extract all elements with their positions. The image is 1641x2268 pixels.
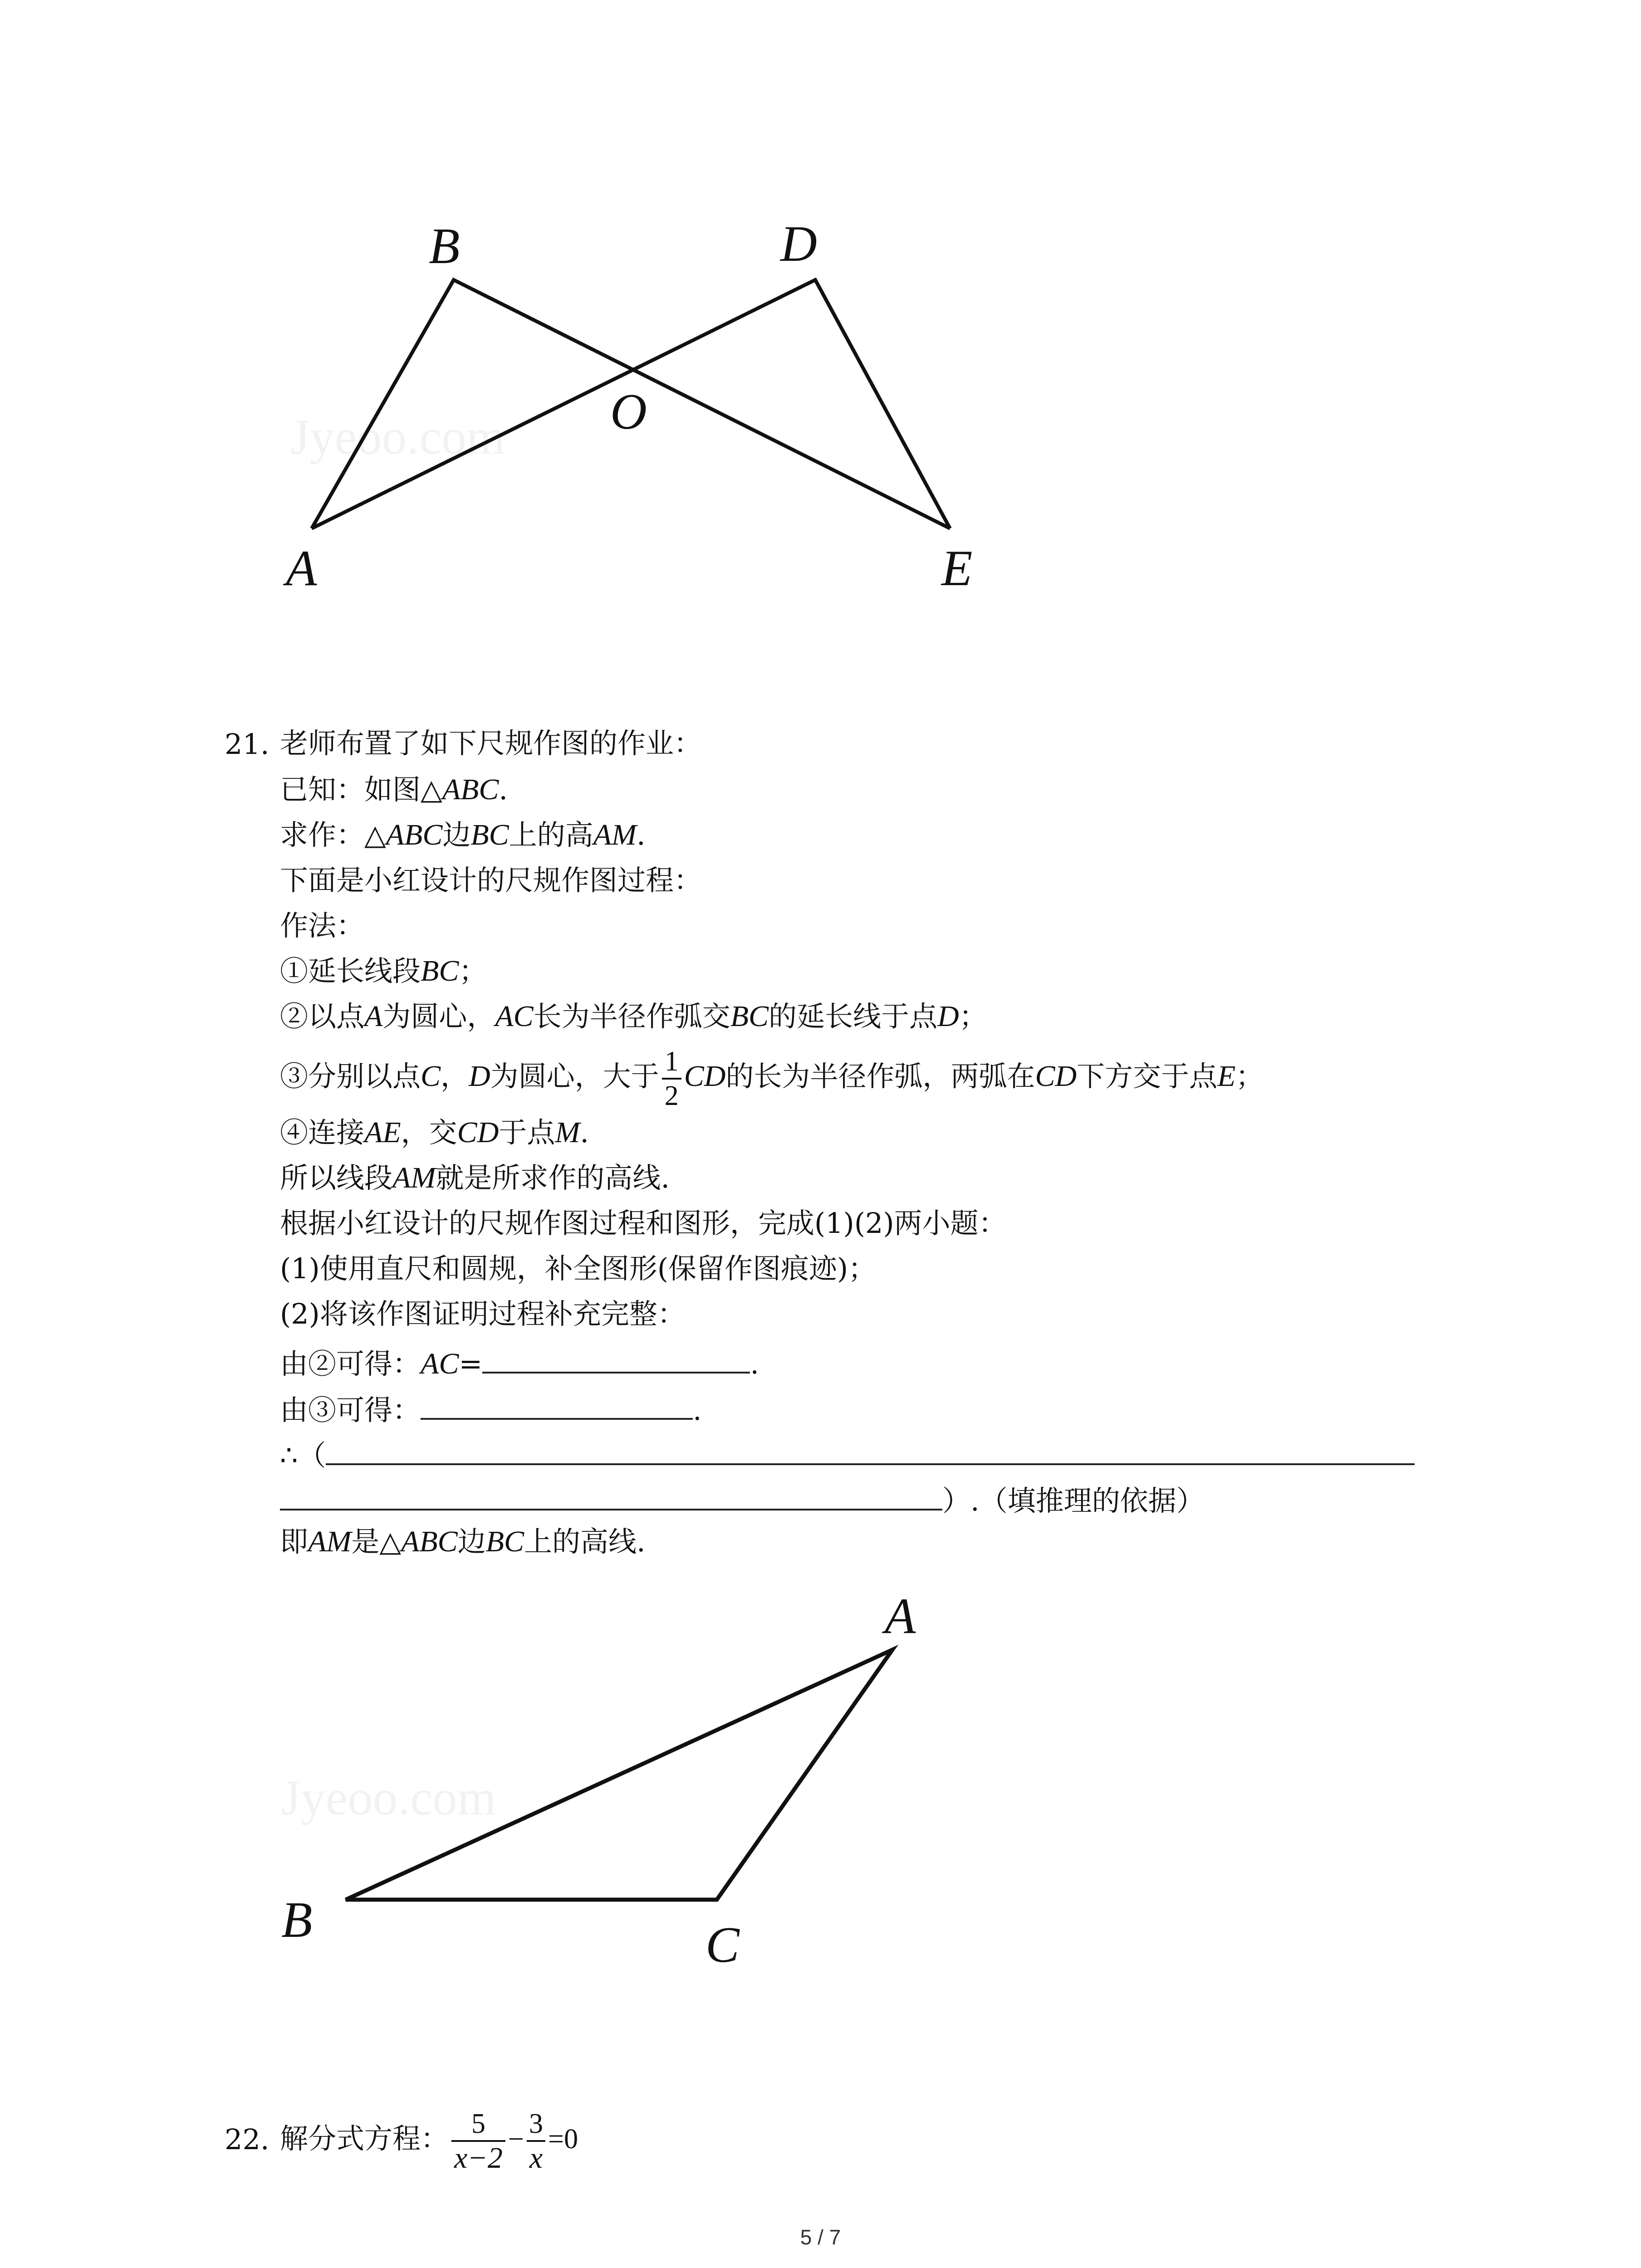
q21-body bbox=[280, 0, 1550, 1633]
label-A: A bbox=[286, 540, 317, 596]
label-B: B bbox=[429, 218, 460, 274]
q21-fill-from-2: 由②可得：AC= . bbox=[280, 1344, 759, 1380]
label-E: E bbox=[941, 540, 973, 596]
q21-design: 下面是小红设计的尺规作图过程： bbox=[280, 864, 702, 897]
figure-triangle-abc bbox=[0, 1565, 1043, 1996]
q21-reason-line: ）.（填推理的依据） bbox=[280, 1481, 1205, 1517]
label-O: O bbox=[610, 384, 647, 440]
q21-step-1: ①延长线段BC； bbox=[280, 954, 487, 987]
q21-step-4: ④连接AE，交CD于点M. bbox=[280, 1116, 589, 1149]
question-number: 21. bbox=[225, 728, 269, 761]
q21-therefore: ∴（ bbox=[280, 1435, 1415, 1471]
q21-method: 作法： bbox=[280, 909, 365, 942]
q21-part-2: (2)将该作图证明过程补充完整： bbox=[280, 1297, 686, 1330]
label-D: D bbox=[780, 216, 817, 272]
q21-part-1: (1)使用直尺和圆规，补全图形(保留作图痕迹)； bbox=[280, 1252, 877, 1285]
label-C: C bbox=[705, 1917, 740, 1973]
fraction-half: $\frac{1}{2}$ bbox=[662, 1045, 681, 1112]
answer-blank-1[interactable] bbox=[482, 1344, 750, 1374]
q21-conclusion: 即AM是△ABC边BC上的高线. bbox=[280, 1525, 646, 1558]
q21-step-3: ③分别以点C，D为圆心，大于 $\frac{1}{2}$ CD的长为半径作弧，两弧在CD下方交于点E； bbox=[280, 1046, 1264, 1111]
q21-fill-from-3: 由③可得： . bbox=[280, 1390, 702, 1426]
q21-so: 所以线段AM就是所求作的高线. bbox=[280, 1161, 670, 1194]
q22-equation: 解分式方程： $\frac{5}{x-2}$ − $\frac{3}{x}$ =0 bbox=[280, 2108, 578, 2175]
fraction-3-over-x: $\frac{3}{x}$ bbox=[527, 2107, 545, 2175]
answer-blank-4[interactable] bbox=[280, 1481, 942, 1510]
q21-intro: 老师布置了如下尺规作图的作业： bbox=[280, 727, 702, 760]
q21-step-2: ②以点A为圆心，AC长为半径作弧交BC的延长线于点D； bbox=[280, 1000, 987, 1033]
q21-requirement: 求作：△ABC边BC上的高AM. bbox=[280, 818, 646, 851]
page-number: 5 / 7 bbox=[800, 2225, 841, 2249]
label-A: A bbox=[885, 1588, 916, 1644]
watermark: Jyeoo.com bbox=[281, 1770, 496, 1825]
question-number: 22. bbox=[225, 2123, 269, 2156]
answer-blank-2[interactable] bbox=[421, 1390, 693, 1420]
watermark: Jyeoo.com bbox=[290, 409, 505, 464]
fraction-5-over-x-minus-2: $\frac{5}{x-2}$ bbox=[451, 2107, 505, 2175]
q21-based-on: 根据小红设计的尺规作图过程和图形，完成(1)(2)两小题： bbox=[280, 1207, 1007, 1240]
q21-given: 已知：如图△ABC. bbox=[280, 773, 508, 806]
label-B: B bbox=[281, 1892, 313, 1948]
answer-blank-3[interactable] bbox=[326, 1435, 1415, 1465]
